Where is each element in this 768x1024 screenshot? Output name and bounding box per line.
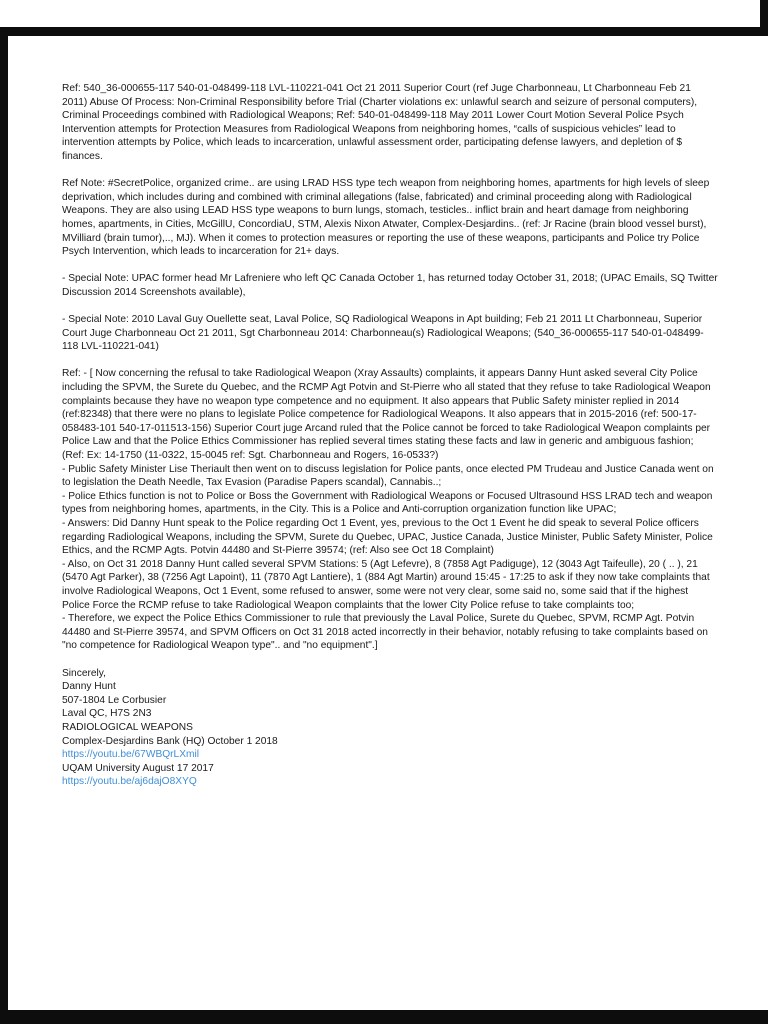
signer-name: Danny Hunt	[62, 681, 116, 693]
ref-block-police-ethics: - Police Ethics function is not to Police or Boss the Government with Radiological Weapons or Focused Ultrasound HSS LRAD tech and weapon types from neighboring homes, apartments, in the City. This is a Police and Anti-corruption organization function like UPAC;	[62, 490, 713, 516]
ref-block-public-safety: - Public Safety Minister Lise Theriault then went on to discuss legislation for Police pants, once elected PM Trudeau and Justice Canada went on to legislation the Death Needle, Tax Evasion (Paradise Papers scandal), Cannabis..;	[62, 463, 714, 489]
event-line-1: Complex-Desjardins Bank (HQ) October 1 2018	[62, 735, 278, 747]
event-line-2: UQAM University August 17 2017	[62, 762, 214, 774]
document-body	[62, 82, 718, 789]
subject-line: RADIOLOGICAL WEAPONS	[62, 721, 193, 733]
paragraph-ref: Ref: 540_36-000655-117 540-01-048499-118 LVL-110221-041 Oct 21 2011 Superior Court (ref Juge Charbonneau, Lt Charbonneau Feb 21 2011) Abuse Of Process: Non-Criminal Responsibility before Trial (Charter violations ex: unlawful search and seizure of personal computers), Criminal Proceedings combined with Radiological Weapons; Ref: 540-01-048499-118 May 2011 Lower Court Motion Several Police Psych Intervention attempts for Protection Measures from Radiological Weapons from neighboring homes, “calls of suspicious vehicles” lead to intervention attempts by Police, which leads to incarceration, unlawful assessment order, participating defense lawyers, and depletion of $ finances.	[62, 83, 698, 162]
paragraph-special-note-upac: - Special Note: UPAC former head Mr Lafreniere who left QC Canada October 1, has returned today October 31, 2018; (UPAC Emails, SQ Twitter Discussion 2014 Screenshots available),	[62, 273, 718, 298]
youtube-link-2[interactable]: https://youtu.be/aj6dajO8XYQ	[62, 776, 197, 788]
closing: Sincerely,	[62, 667, 106, 679]
ref-block-intro: Ref: - [ Now concerning the refusal to take Radiological Weapon (Xray Assaults) complaints, it appears Danny Hunt asked several City Police including the SPVM, the Surete du Quebec, and the RCMP Agt Potvin and St-Pierre who all stated that they refuse to take Radiological Weapon complaints because they have no weapon type competence and no equipment. It also appears that Public Safety minister replied in 2014 (ref:82348) that there were no plans to legislate Police competence for Radiological Weapons. It also appears that in 2015-2016 (ref: 500-17-058483-101 540-17-011513-156) Superior Court juge Arcand ruled that the Police cannot be forced to take Radiological Weapon complaints per Police Law and that the Police Ethics Commissioner has replied several times stating these facts and law in generic and ambiguous fashion; (Ref: Ex: 14-1750 (11-0322, 15-0045 ref: Sgt. Charbonneau and Rogers, 16-0533?)	[62, 368, 711, 462]
youtube-link-1[interactable]: https://youtu.be/67WBQrLXmil	[62, 749, 200, 761]
signature-block	[62, 667, 718, 789]
top-page-strip	[0, 0, 760, 27]
address-line-1: 507-1804 Le Corbusier	[62, 694, 167, 706]
address-line-2: Laval QC, H7S 2N3	[62, 708, 152, 720]
ref-block	[62, 367, 718, 652]
document-page	[8, 36, 768, 1010]
ref-block-conclusion: - Therefore, we expect the Police Ethics Commissioner to rule that previously the Laval Police, Surete du Quebec, SPVM, RCMP Agt. Potvin 44480 and St-Pierre 39574, and SPVM Officers on Oct 31 2018 acted incorrectly in their behavior, notably refusing to take complaints based on "no competence for Radiological Weapon type".. and "no equipment".]	[62, 613, 708, 652]
paragraph-ref-note: Ref Note: #SecretPolice, organized crime.. are using LRAD HSS type tech weapon from neighboring homes, apartments for high levels of sleep deprivation, which includes during and combined with criminal allegations (false, fabricated) and criminal proceeding along with Radiological Weapons. They are also using LEAD HSS type weapons to burn lungs, stomach, testicles.. inflict brain and heart damage from neighboring homes, apartments, in Cities, McGillU, ConcordiaU, STM, Alexis Nixon Atwater, Complex-Desjardins.. (ref: Jr Racine (brain blood vessel burst), MVilliard (brain tumor),.., MJ). When it comes to protection measures or reporting the use of these weapons, participants and Police try Police Psych Intervention, which leads to incarceration for 21+ days.	[62, 178, 710, 258]
ref-block-spvm-calls: - Also, on Oct 31 2018 Danny Hunt called several SPVM Stations: 5 (Agt Lefevre), 8 (7858 Agt Padiguge), 12 (3043 Agt Taifeulle), 20 ( .. ), 21 (5470 Agt Parker), 38 (7256 Agt Lapoint), 11 (7870 Agt Lantiere), 1 (884 Agt Martin) around 15:45 - 17:25 to ask if they now take complaints that involve Radiological Weapons, Oct 1 Event, some refused to answer, some were not very clear, some said no, some said that if the highest Police Force the RCMP refuse to take Radiological Weapon complaints that the lower City Police refuse to take complaints too;	[62, 558, 710, 611]
paragraph-special-note-laval: - Special Note: 2010 Laval Guy Ouellette seat, Laval Police, SQ Radiological Weapons in Apt building; Feb 21 2011 Lt Charbonneau, Superior Court Juge Charbonneau Oct 21 2011, Sgt Charbonneau 2014: Charbonneau(s) Radiological Weapons; (540_36-000655-117 540-01-048499-118 LVL-110221-041)	[62, 314, 704, 353]
ref-block-answers: - Answers: Did Danny Hunt speak to the Police regarding Oct 1 Event, yes, previous to the Oct 1 Event he did speak to several Police officers regarding Radiological Weapons, including the SPVM, Surete du Quebec, UPAC, Justice Canada, Justice Minister, Public Safety Minister, Police Ethics, and the RCMP Agts. Potvin 44480 and St-Pierre 39574; (ref: Also see Oct 18 Complaint)	[62, 518, 713, 557]
